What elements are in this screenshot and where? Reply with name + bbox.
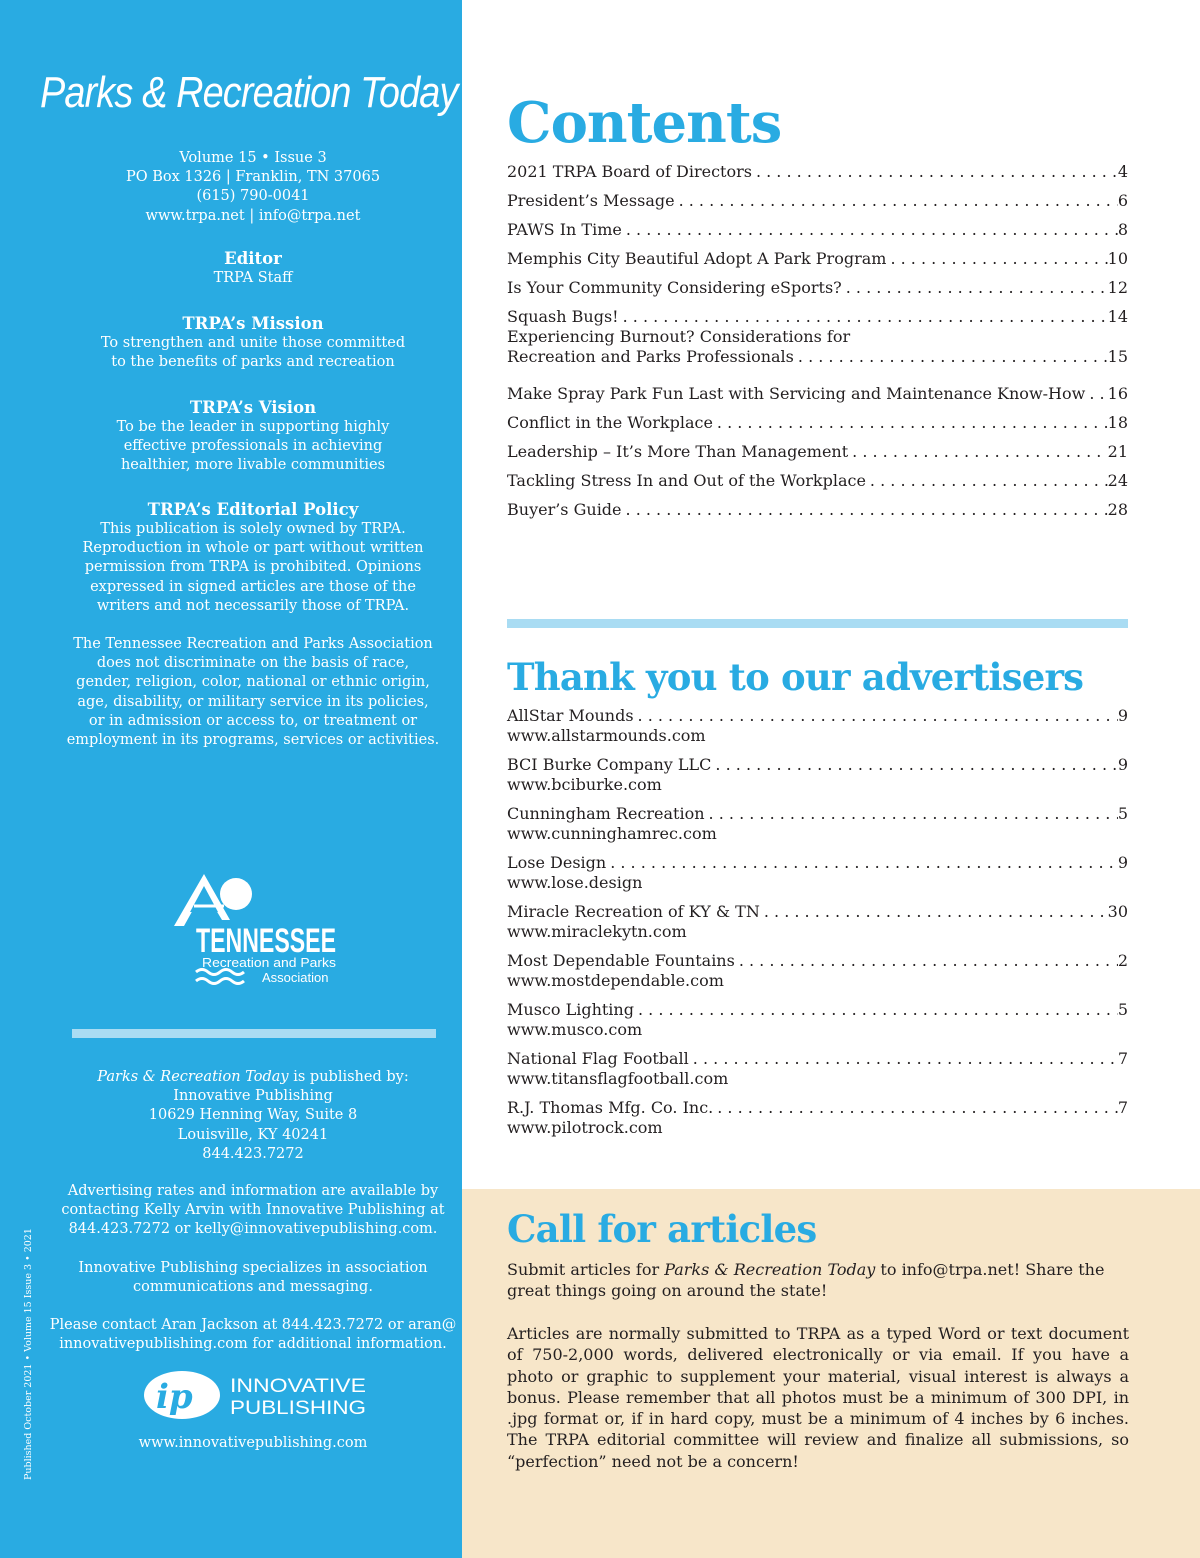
section-divider xyxy=(507,619,1128,628)
advertiser-page: 9 xyxy=(1117,706,1128,725)
contents-item-title: Squash Bugs! xyxy=(507,307,619,326)
advertising-info-block xyxy=(40,1182,466,1240)
nondiscrimination-block xyxy=(40,635,466,750)
vision-heading: TRPA’s Vision xyxy=(189,398,317,417)
contents-item-title: 2021 TRPA Board of Directors xyxy=(507,162,752,181)
contents-item-title-line1: Experiencing Burnout? Considerations for xyxy=(507,327,851,346)
call-paragraph-1 xyxy=(507,1259,1129,1302)
advertiser-item[interactable] xyxy=(507,706,1128,755)
advertiser-name: Miracle Recreation of KY & TN xyxy=(507,902,760,921)
contents-item-page: 18 xyxy=(1107,413,1128,432)
advertiser-url[interactable]: www.bciburke.com xyxy=(507,775,662,794)
advertiser-item[interactable] xyxy=(507,804,1128,853)
advertiser-url[interactable]: www.miraclekytn.com xyxy=(507,922,687,941)
contents-item[interactable] xyxy=(507,182,1128,211)
advertiser-page: 5 xyxy=(1117,804,1128,823)
specializes-line: Innovative Publishing specializes in association xyxy=(78,1260,428,1276)
phone-line: (615) 790-0041 xyxy=(196,188,310,205)
logo-line3: Association xyxy=(262,970,329,985)
contents-item[interactable] xyxy=(507,404,1128,433)
contents-item-title: Conflict in the Workplace xyxy=(507,413,713,432)
mission-line: to the benefits of parks and recreation xyxy=(111,354,395,371)
contents-item-title: Is Your Community Considering eSports? xyxy=(507,278,842,297)
advertiser-name: Lose Design xyxy=(507,853,607,872)
policy-line: This publication is solely owned by TRPA. xyxy=(100,521,406,537)
advertiser-name: R.J. Thomas Mfg. Co. Inc. xyxy=(507,1098,714,1117)
contents-item-page: 24 xyxy=(1107,471,1128,490)
contents-item-page: 8 xyxy=(1117,220,1128,239)
ip-mark: ip xyxy=(156,1377,193,1417)
editor-heading: Editor xyxy=(224,249,282,268)
call-p1-before: Submit articles for xyxy=(507,1260,665,1279)
advertiser-page: 7 xyxy=(1117,1049,1128,1068)
contact-line: Please contact Aran Jackson at 844.423.7272 or aran@ xyxy=(49,1317,457,1333)
policy-line: writers and not necessarily those of TRPA. xyxy=(96,597,410,614)
advertiser-page: 2 xyxy=(1117,951,1128,970)
address-line: PO Box 1326 | Franklin, TN 37065 xyxy=(125,169,381,186)
contents-item[interactable] xyxy=(507,375,1128,404)
volume-line: Volume 15 • Issue 3 xyxy=(179,150,327,166)
publisher-line: 844.423.7272 xyxy=(202,1145,304,1162)
mission-block xyxy=(40,314,466,372)
advertisers-list xyxy=(507,706,1128,1147)
contents-item-title: PAWS In Time xyxy=(507,220,622,239)
contents-item-page: 21 xyxy=(1107,442,1128,461)
contents-item-title: Memphis City Beautiful Adopt A Park Program xyxy=(507,249,887,268)
advertiser-item[interactable] xyxy=(507,1049,1128,1098)
contents-item-page: 12 xyxy=(1107,278,1128,297)
contents-title: Contents xyxy=(507,90,782,156)
call-paragraph-2: Articles are normally submitted to TRPA as a typed Word or text document of 750-2,000 words, delivered electronically or via email. If you have a photo or graphic to supplement your material, visual interest is always a bonus. Please remember that all photos must be a minimum of 300 DPI, in .jpg format or, if in hard copy, must be a minimum of 4 inches by 6 inches. The TRPA editorial committee will review and finalize all submissions, so “perfection” need not be a concern! xyxy=(507,1324,1129,1471)
advertiser-item[interactable] xyxy=(507,951,1128,1000)
advertising-line: Advertising rates and information are available by xyxy=(67,1183,439,1199)
advertiser-page: 9 xyxy=(1117,853,1128,872)
contents-item-title: President’s Message xyxy=(507,191,675,210)
advertiser-item[interactable] xyxy=(507,755,1128,804)
contents-item-page: 4 xyxy=(1117,162,1128,181)
advertiser-page: 30 xyxy=(1107,902,1128,921)
call-p1-after: to info@trpa.net! Share the great things going on around the state! xyxy=(507,1260,1105,1301)
contents-item[interactable] xyxy=(507,211,1128,240)
vision-line: effective professionals in achieving xyxy=(123,438,383,455)
web-line[interactable]: www.trpa.net | info@trpa.net xyxy=(145,207,361,224)
nondiscrimination-line: gender, religion, color, national or ethnic origin, xyxy=(76,674,430,691)
advertiser-url[interactable]: www.allstarmounds.com xyxy=(507,726,706,745)
contents-item[interactable] xyxy=(507,433,1128,462)
advertiser-name: Musco Lighting xyxy=(507,1000,634,1019)
contents-item-title: Recreation and Parks Professionals xyxy=(507,347,794,366)
logo-line2: Recreation and Parks xyxy=(202,955,337,970)
contents-item[interactable] xyxy=(507,240,1128,269)
advertiser-item[interactable] xyxy=(507,1000,1128,1049)
nondiscrimination-line: The Tennessee Recreation and Parks Association xyxy=(73,636,433,652)
advertising-line: contacting Kelly Arvin with Innovative Publishing at xyxy=(61,1202,445,1219)
publisher-line: Louisville, KY 40241 xyxy=(177,1126,329,1143)
publisher-intro-line xyxy=(40,1068,466,1087)
contents-item[interactable] xyxy=(507,269,1128,298)
advertiser-item[interactable] xyxy=(507,902,1128,951)
contents-item-page: 16 xyxy=(1107,384,1128,403)
nondiscrimination-line: or in admission or access to, or treatment or xyxy=(88,712,418,729)
policy-line: expressed in signed articles are those of the xyxy=(90,578,416,595)
call-p1-italic: Parks & Recreation Today xyxy=(664,1260,876,1279)
publisher-block xyxy=(40,1068,466,1164)
advertiser-page: 9 xyxy=(1117,755,1128,774)
advertiser-item[interactable] xyxy=(507,853,1128,902)
innovative-publishing-logo xyxy=(142,1368,372,1422)
advertiser-name: National Flag Football xyxy=(507,1049,689,1068)
vision-block xyxy=(40,398,466,476)
contents-item-title: Make Spray Park Fun Last with Servicing and Maintenance Know-How xyxy=(507,384,1086,403)
vertical-publication-note: Published October 2021 • Volume 15 Issue 3 • 2021 xyxy=(23,1228,34,1480)
specializes-block xyxy=(40,1259,466,1297)
vision-line: To be the leader in supporting highly xyxy=(116,419,390,435)
advertiser-url[interactable]: www.musco.com xyxy=(507,1020,643,1039)
specializes-line: communications and messaging. xyxy=(133,1279,373,1296)
advertiser-url[interactable]: www.cunninghamrec.com xyxy=(507,824,717,843)
ip-line2: PUBLISHING xyxy=(230,1398,366,1419)
publisher-intro: is published by: xyxy=(288,1069,409,1085)
vision-line: healthier, more livable communities xyxy=(120,457,386,474)
policy-line: permission from TRPA is prohibited. Opinions xyxy=(84,559,422,576)
advertiser-name: BCI Burke Company LLC xyxy=(507,755,712,774)
publication-info xyxy=(40,149,466,226)
publisher-line: 10629 Henning Way, Suite 8 xyxy=(148,1107,358,1124)
contents-item-page: 28 xyxy=(1107,500,1128,519)
contents-item[interactable] xyxy=(507,462,1128,491)
advertiser-url[interactable]: www.pilotrock.com xyxy=(507,1118,663,1137)
contents-item-title: Tackling Stress In and Out of the Workplace xyxy=(507,471,866,490)
editorial-policy-block xyxy=(40,500,466,616)
contents-item-two-line[interactable] xyxy=(507,327,1128,375)
sidebar-divider xyxy=(72,1029,436,1038)
editor-block xyxy=(40,249,466,288)
policy-heading: TRPA’s Editorial Policy xyxy=(147,500,359,519)
advertisers-title: Thank you to our advertisers xyxy=(507,655,1084,699)
contents-item-page: 15 xyxy=(1107,347,1128,366)
editor-value: TRPA Staff xyxy=(213,270,293,286)
nondiscrimination-line: does not discriminate on the basis of race, xyxy=(96,655,410,672)
contents-item-page: 6 xyxy=(1117,191,1128,210)
contents-item[interactable] xyxy=(507,298,1128,327)
advertiser-name: Cunningham Recreation xyxy=(507,804,705,823)
advertiser-page: 5 xyxy=(1117,1000,1128,1019)
advertiser-url[interactable]: www.lose.design xyxy=(507,873,643,892)
contents-list xyxy=(507,153,1128,520)
advertiser-page: 7 xyxy=(1117,1098,1128,1117)
advertiser-name: AllStar Mounds xyxy=(507,706,634,725)
call-for-articles-title: Call for articles xyxy=(507,1207,817,1251)
contents-item-title: Leadership – It’s More Than Management xyxy=(507,442,849,461)
advertiser-url[interactable]: www.titansflagfootball.com xyxy=(507,1069,729,1088)
policy-line: Reproduction in whole or part without written xyxy=(82,540,424,557)
nondiscrimination-line: employment in its programs, services or activities. xyxy=(66,732,440,749)
publisher-line: Innovative Publishing xyxy=(173,1088,333,1105)
mission-heading: TRPA’s Mission xyxy=(182,314,324,333)
masthead-title: Parks & Recreation Today xyxy=(40,68,458,117)
contents-item-title: Buyer’s Guide xyxy=(507,500,622,519)
contents-item[interactable] xyxy=(507,491,1128,520)
logo-word: TENNESSEE xyxy=(196,922,336,960)
nondiscrimination-line: age, disability, or military service in its policies, xyxy=(77,693,429,710)
contact-line: innovativepublishing.com for additional information. xyxy=(59,1336,447,1353)
advertiser-item[interactable] xyxy=(507,1098,1128,1147)
mission-line: To strengthen and unite those committed xyxy=(100,335,406,351)
ip-line1: INNOVATIVE xyxy=(230,1376,366,1397)
ip-url[interactable]: www.innovativepublishing.com xyxy=(138,1435,368,1451)
tennessee-trpa-logo xyxy=(166,872,346,988)
advertising-line: 844.423.7272 or kelly@innovativepublishing.com. xyxy=(68,1221,438,1238)
contents-item-page: 10 xyxy=(1107,249,1128,268)
contents-item-page: 14 xyxy=(1107,307,1128,326)
sidebar xyxy=(0,0,462,1558)
contents-item[interactable] xyxy=(507,153,1128,182)
advertiser-name: Most Dependable Fountains xyxy=(507,951,735,970)
advertiser-url[interactable]: www.mostdependable.com xyxy=(507,971,724,990)
ip-url-block xyxy=(40,1434,466,1453)
contact-block xyxy=(40,1316,466,1354)
publisher-title: Parks & Recreation Today xyxy=(97,1069,289,1085)
